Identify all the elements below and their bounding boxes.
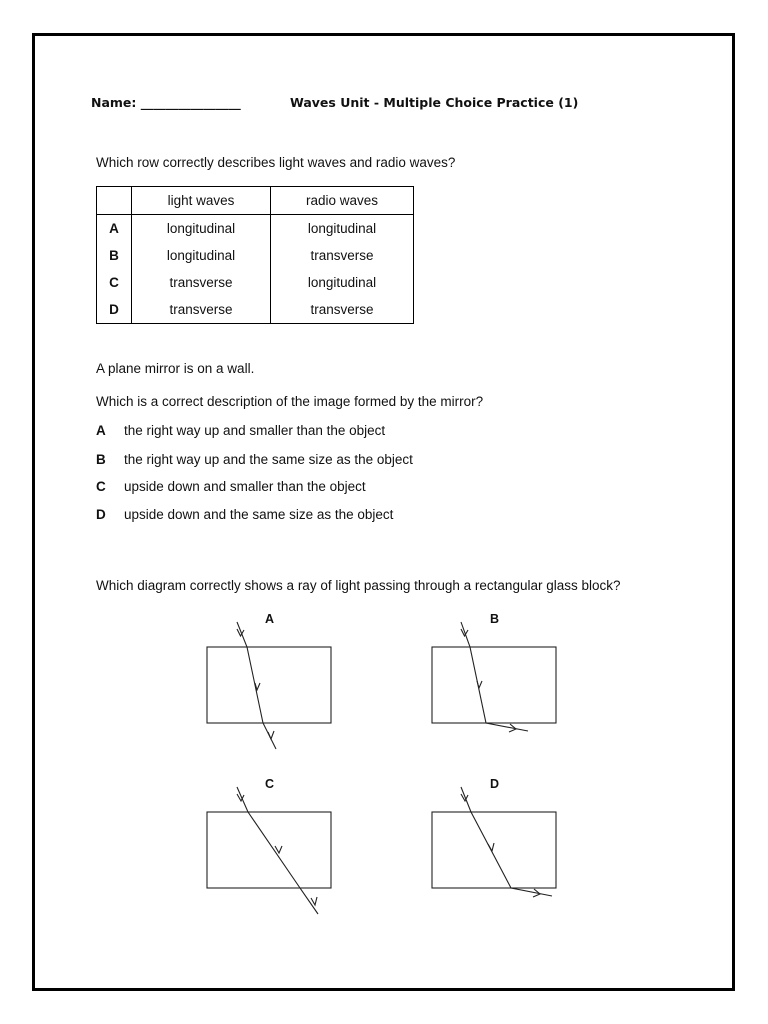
light-ray xyxy=(461,622,528,731)
row-light: longitudinal xyxy=(132,215,271,243)
table-header-radio: radio waves xyxy=(271,187,414,215)
q2-option-text: the right way up and the same size as the object xyxy=(124,452,413,467)
diagram-a-label: A xyxy=(265,612,275,626)
row-radio: longitudinal xyxy=(271,269,414,296)
row-light: longitudinal xyxy=(132,242,271,269)
diagram-b-label: B xyxy=(490,612,500,626)
q2-option-letter: A xyxy=(96,423,106,438)
light-ray xyxy=(461,787,552,896)
page-title: Waves Unit - Multiple Choice Practice (1) xyxy=(290,95,579,110)
row-letter: B xyxy=(97,242,132,269)
q2-option-letter: B xyxy=(96,452,106,467)
ray-arrow xyxy=(268,731,274,739)
diagram-d-label: D xyxy=(490,777,500,791)
name-field-label: Name: ________________ xyxy=(91,95,241,110)
q2-question: Which is a correct description of the image formed by the mirror? xyxy=(96,394,484,409)
q2-intro: A plane mirror is on a wall. xyxy=(96,361,255,376)
glass-block xyxy=(207,647,331,723)
diagram-c xyxy=(207,787,331,914)
light-ray xyxy=(237,622,276,749)
row-letter: C xyxy=(97,269,132,296)
row-radio: transverse xyxy=(271,242,414,269)
row-light: transverse xyxy=(132,269,271,296)
row-radio: transverse xyxy=(271,296,414,324)
glass-block xyxy=(207,812,331,888)
glass-block xyxy=(432,647,556,723)
glass-block xyxy=(432,812,556,888)
row-light: transverse xyxy=(132,296,271,324)
row-letter: A xyxy=(97,215,132,243)
q1-question: Which row correctly describes light waves and radio waves? xyxy=(96,155,456,170)
table-header-light: light waves xyxy=(132,187,271,215)
q2-option-text: the right way up and smaller than the object xyxy=(124,423,386,438)
ray-arrow xyxy=(477,681,482,688)
q2-option-letter: D xyxy=(96,507,106,522)
diagram-d xyxy=(432,787,556,897)
diagram-b xyxy=(432,622,556,732)
diagram-c-label: C xyxy=(265,777,275,791)
q3-question: Which diagram correctly shows a ray of light passing through a rectangular glass block? xyxy=(96,578,621,593)
q2-option-letter: C xyxy=(96,479,106,494)
q2-option-text: upside down and the same size as the object xyxy=(124,507,394,522)
ray-arrow xyxy=(275,846,282,853)
row-letter: D xyxy=(97,296,132,324)
row-radio: longitudinal xyxy=(271,215,414,243)
q2-option-text: upside down and smaller than the object xyxy=(124,479,366,494)
ray-arrow xyxy=(311,897,317,905)
diagram-a xyxy=(207,622,331,749)
